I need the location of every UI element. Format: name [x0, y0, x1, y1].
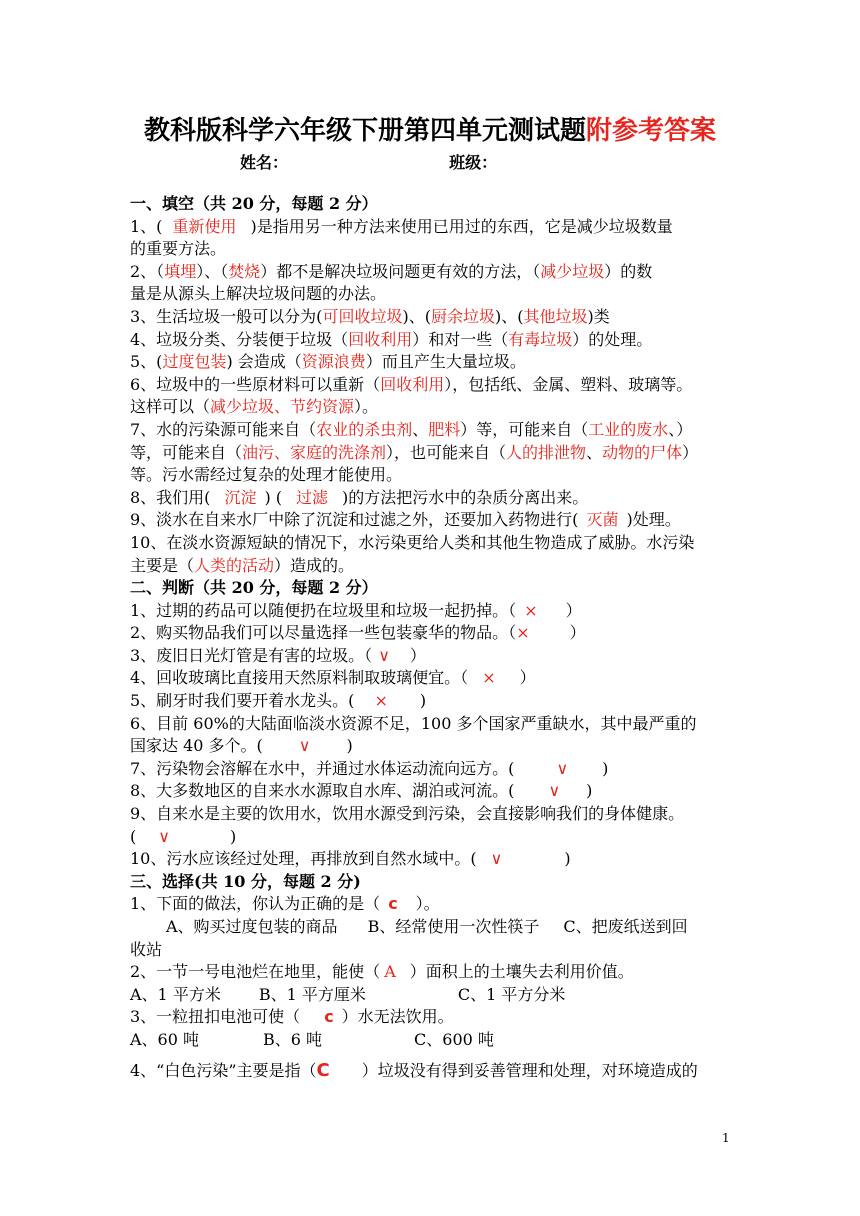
- question: 2、购买物品我们可以尽量选择一些包装豪华的物品。（× ）: [130, 623, 586, 643]
- question: 3、一粒扭扣电池可使（ c ）水无法饮用。: [130, 1007, 454, 1027]
- question-cont: 的重要方法。: [130, 239, 227, 259]
- page-number: 1: [722, 1131, 730, 1145]
- answer: C: [316, 1059, 330, 1081]
- question: 1、( 重新使用 )是指用另一种方法来使用已用过的东西，它是减少垃圾数量: [130, 216, 673, 236]
- question: 8、大多数地区的自来水水源取自水库、湖泊或河流。( ∨ ): [130, 781, 593, 801]
- answer: ∨: [378, 645, 390, 665]
- answer: 有毒垃圾: [508, 329, 573, 349]
- question: 5、刷牙时我们要开着水龙头。( × ): [130, 691, 427, 711]
- answer: 可回收垃圾: [322, 306, 403, 326]
- answer: 动物的尸体: [602, 442, 683, 462]
- question: 10、在淡水资源短缺的情况下，水污染更给人类和其他生物造成了威胁。水污染: [130, 532, 695, 552]
- question: 10、污水应该经过处理，再排放到自然水域中。( ∨ ): [130, 849, 571, 869]
- title-answer-suffix: 附参考答案: [586, 116, 717, 146]
- answer: 人类的活动: [194, 555, 275, 575]
- answer: A: [384, 962, 396, 982]
- answer: 其他垃圾: [523, 306, 588, 326]
- question-cont: 量是从源头上解决垃圾问题的办法。: [130, 284, 387, 304]
- question: 7、污染物会溶解在水中，并通过水体运动流向远方。( ∨ ): [130, 758, 609, 778]
- page-title: [0, 110, 860, 147]
- question-cont: 主要是（人类的活动）造成的。: [130, 555, 355, 575]
- answer: ∨: [556, 758, 569, 778]
- answer: ∨: [490, 849, 503, 869]
- question-cont: 收站: [130, 939, 163, 959]
- answer: 重新使用: [172, 216, 237, 236]
- answer: 工业的废水: [588, 419, 669, 439]
- document-body: [130, 193, 730, 1082]
- answer: 厨余垃圾: [430, 306, 495, 326]
- question: 6、目前 60%的大陆面临淡水资源不足，100 多个国家严重缺水，其中最严重的: [130, 713, 697, 733]
- answer: 减少垃圾: [540, 261, 605, 281]
- answer: 过度包装: [162, 352, 227, 372]
- answer: 回收利用: [348, 329, 413, 349]
- question-options: A、购买过度包装的商品 B、经常使用一次性筷子 C、把废纸送到回: [166, 917, 688, 936]
- question: 9、淡水在自来水厂中除了沉淀和过滤之外，还要加入药物进行( 灭菌 )处理。: [130, 510, 681, 530]
- question-cont: 等。污水需经过复杂的处理才能使用。: [130, 465, 403, 485]
- question: 8、我们用( 沉淀 ) ( 过滤 )的方法把污水中的杂质分离出来。: [130, 487, 589, 507]
- answer: c: [324, 1007, 334, 1027]
- question: 1、过期的药品可以随便扔在垃圾里和垃圾一起扔掉。（ × ）: [130, 600, 582, 620]
- question-cont: 等，可能来自（油污、家庭的洗涤剂），也可能来自（人的排泄物、动物的尸体）: [130, 442, 699, 462]
- section-heading-choice: 三、选择(共 10 分，每题 2 分): [130, 871, 361, 891]
- question: 6、垃圾中的一些原材料可以重新（回收利用），包括纸、金属、塑料、玻璃等。: [130, 374, 693, 394]
- question: 1、下面的做法，你认为正确的是（ c ）。: [130, 894, 440, 914]
- section-heading-fill: 一、填空（共 20 分，每题 2 分）: [130, 194, 378, 213]
- question-cont: 这样可以（减少垃圾、节约资源）。: [130, 397, 379, 417]
- question-options: A、60 吨 B、6 吨 C、600 吨: [130, 1029, 494, 1049]
- question: 3、废旧日光灯管是有害的垃圾。（ ∨ ）: [130, 645, 426, 665]
- question: 2、（填埋）、（焚烧）都不是解决垃圾问题更有效的方法，（减少垃圾）的数: [130, 261, 653, 281]
- question-options: A、1 平方米 B、1 平方厘米 C、1 平方分米: [130, 984, 566, 1004]
- name-class-row: [240, 150, 497, 173]
- answer: 回收利用: [380, 374, 445, 394]
- answer: ∨: [158, 826, 170, 846]
- answer: c: [388, 894, 398, 914]
- name-label: 姓名：: [240, 153, 289, 172]
- answer: 肥料: [428, 419, 461, 439]
- answer: ×: [524, 600, 538, 620]
- question: 2、一节一号电池烂在地里，能使（ A ）面积上的土壤失去利用价值。: [130, 962, 634, 982]
- question: 7、水的污染源可能来自（农业的杀虫剂、肥料）等，可能来自（工业的废水、）: [130, 419, 693, 439]
- answer: ×: [516, 623, 530, 643]
- section-heading-judge: 二、判断（共 20 分，每题 2 分）: [130, 578, 378, 598]
- answer: 过滤: [296, 487, 329, 507]
- answer: 资源浪费: [301, 352, 366, 372]
- question: 5、(过度包装) 会造成（资源浪费）而且产生大量垃圾。: [130, 352, 526, 372]
- question-cont: ( ∨ ): [130, 826, 237, 846]
- answer: ∨: [298, 736, 311, 756]
- answer: ×: [482, 668, 496, 688]
- question: 3、生活垃圾一般可以分为(可回收垃圾)、(厨余垃圾)、(其他垃圾)类: [130, 306, 610, 326]
- question-cont: 国家达 40 多个。( ∨ ): [130, 736, 353, 756]
- question: 4、回收玻璃比直接用天然原料制取玻璃便宜。（ × ）: [130, 668, 536, 688]
- answer: 油污、家庭的洗涤剂: [242, 442, 387, 462]
- question: 4、“白色污染”主要是指（C ）垃圾没有得到妥善管理和处理，对环境造成的: [130, 1059, 698, 1081]
- answer: 灭菌: [586, 510, 619, 530]
- answer: 填埋: [164, 261, 197, 281]
- answer: 减少垃圾、节约资源: [210, 397, 355, 417]
- answer: ∨: [548, 781, 561, 801]
- title-main: 教科版科学六年级下册第四单元测试题: [143, 116, 586, 146]
- answer: 人的排泄物: [506, 442, 587, 462]
- question: 4、垃圾分类、分装便于垃圾（回收利用）和对一些（有毒垃圾）的处理。: [130, 329, 653, 349]
- class-label: 班级：: [449, 153, 498, 172]
- answer: 焚烧: [228, 261, 261, 281]
- answer: 沉淀: [224, 487, 257, 507]
- answer: ×: [374, 691, 388, 711]
- question: 9、自来水是主要的饮用水，饮用水源受到污染，会直接影响我们的身体健康。: [130, 804, 685, 824]
- answer: 农业的杀虫剂: [316, 419, 413, 439]
